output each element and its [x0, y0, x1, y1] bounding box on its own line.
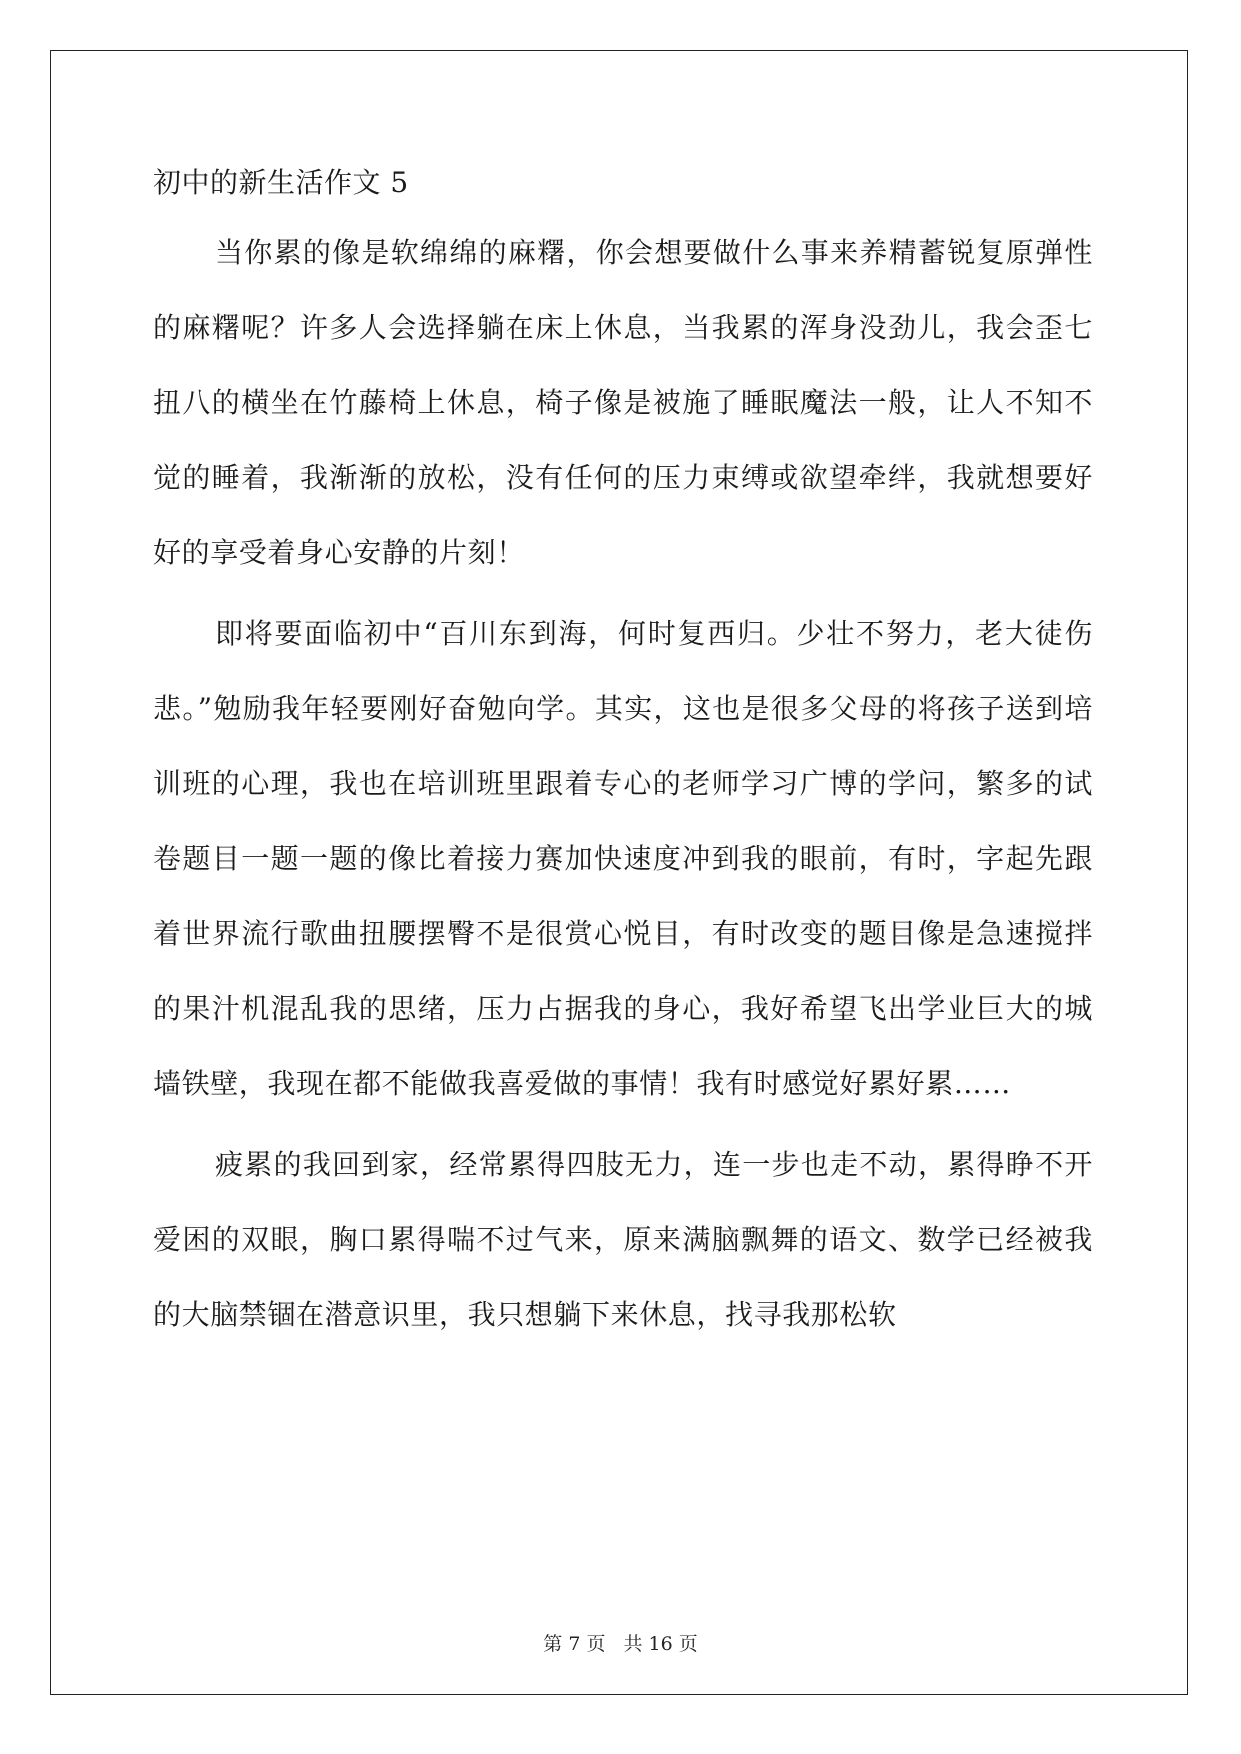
paragraph-1: 当你累的像是软绵绵的麻糬，你会想要做什么事来养精蓄锐复原弹性的麻糬呢？许多人会选择躺在床上休息，当我累的浑身没劲儿，我会歪七扭八的横坐在竹藤椅上休息，椅子像是被施了睡眠魔法一般，让人不知不觉的睡着，我渐渐的放松，没有任何的压力束缚或欲望牵绊，我就想要好好的享受着身心安静的片刻！	[153, 236, 1093, 569]
total-pages: 共 16 页	[623, 1633, 698, 1655]
document-body	[153, 166, 1093, 1358]
page-number: 第 7 页	[543, 1633, 606, 1655]
page-footer	[0, 1629, 1241, 1656]
paragraph-2: 即将要面临初中“百川东到海，何时复西归。少壮不努力，老大徒伤悲。”勉励我年轻要刚好奋勉向学。其实，这也是很多父母的将孩子送到培训班的心理，我也在培训班里跟着专心的老师学习广博的学问，繁多的试卷题目一题一题的像比着接力赛加快速度冲到我的眼前，有时，字起先跟着世界流行歌曲扭腰摆臀不是很赏心悦目，有时改变的题目像是急速搅拌的果汁机混乱我的思绪，压力占据我的身心，我好希望飞出学业巨大的城墙铁壁，我现在都不能做我喜爱做的事情！我有时感觉好累好累……	[153, 617, 1093, 1100]
document-title: 初中的新生活作文 5	[153, 166, 409, 199]
paragraph-3: 疲累的我回到家，经常累得四肢无力，连一步也走不动，累得睁不开爱困的双眼，胸口累得喘不过气来，原来满脑飘舞的语文、数学已经被我的大脑禁锢在潜意识里，我只想躺下来休息，找寻我那松软	[153, 1148, 1093, 1331]
